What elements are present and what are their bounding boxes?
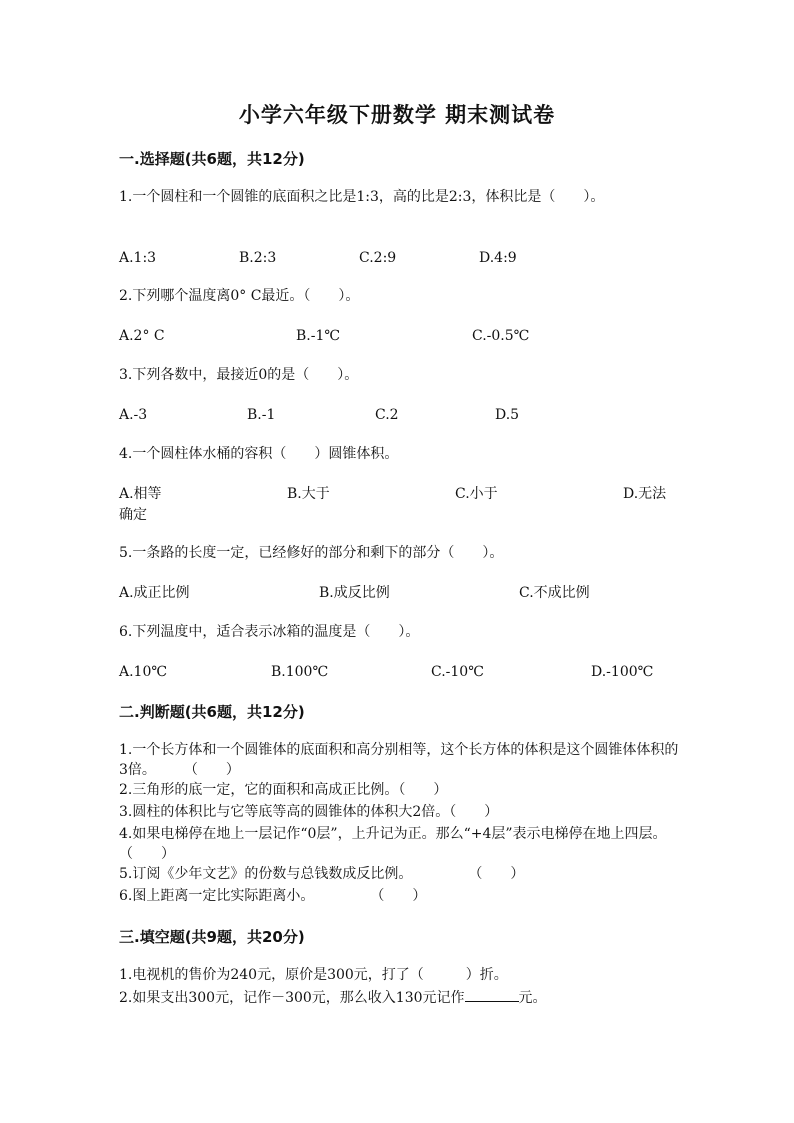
option-c: C.2:9 <box>359 250 397 266</box>
judgement-item-1: 1.一个长方体和一个圆锥体的底面积和高分别相等，这个长方体的体积是这个圆锥体体积的3倍。 （ ） <box>119 742 679 778</box>
option-b: B.2:3 <box>239 250 277 266</box>
question-1-3: 3.下列各数中，最接近0的是（ ）。 <box>119 367 359 383</box>
option-d: D.4:9 <box>479 250 517 266</box>
option-d: D.无法 <box>623 486 667 502</box>
question-1-5: 5.一条路的长度一定，已经修好的部分和剩下的部分（ ）。 <box>119 545 504 561</box>
option-b: B.大于 <box>287 486 330 502</box>
option-a: A.-3 <box>119 407 148 423</box>
answer-blank[interactable] <box>465 987 519 1002</box>
section-heading-fill-blank: 三.填空题(共9题，共20分) <box>119 928 305 946</box>
question-1-2: 2.下列哪个温度离0° C最近。（ ）。 <box>119 288 360 304</box>
option-c: C.-10℃ <box>431 664 484 680</box>
option-c: C.小于 <box>455 486 498 502</box>
option-b: B.成反比例 <box>319 585 390 601</box>
option-a: A.1:3 <box>119 250 157 266</box>
fill-item-2-prefix: 2.如果支出300元，记作－300元，那么收入130元记作 <box>119 990 465 1006</box>
option-a: A.相等 <box>119 486 162 502</box>
judgement-item-6: 6.图上距离一定比实际距离小。 （ ） <box>119 888 427 904</box>
option-d: D.5 <box>495 407 520 423</box>
section-heading-choice: 一.选择题(共6题，共12分) <box>119 150 305 168</box>
question-1-1: 1.一个圆柱和一个圆锥的底面积之比是1:3，高的比是2:3，体积比是（ ）。 <box>119 189 605 205</box>
page-title: 小学六年级下册数学 期末测试卷 <box>238 103 556 127</box>
question-1-4: 4.一个圆柱体水桶的容积（ ）圆锥体积。 <box>119 446 399 462</box>
question-1-6: 6.下列温度中，适合表示冰箱的温度是（ ）。 <box>119 624 420 640</box>
option-c: C.-0.5℃ <box>472 328 530 344</box>
option-c: C.不成比例 <box>519 585 590 601</box>
option-d: D.-100℃ <box>591 664 654 680</box>
fill-item-2 <box>119 987 679 1008</box>
option-a: A.2° C <box>119 328 165 344</box>
option-c: C.2 <box>375 407 399 423</box>
option-a: A.成正比例 <box>119 585 190 601</box>
judgement-item-5: 5.订阅《少年文艺》的份数与总钱数成反比例。 （ ） <box>119 866 525 882</box>
option-b: B.100℃ <box>271 664 329 680</box>
section-heading-judgement: 二.判断题(共6题，共12分) <box>119 703 305 721</box>
option-a: A.10℃ <box>119 664 168 680</box>
judgement-item-2: 2.三角形的底一定，它的面积和高成正比例。（ ） <box>119 782 448 798</box>
fill-item-1: 1.电视机的售价为240元，原价是300元，打了（ ）折。 <box>119 967 508 983</box>
option-b: B.-1℃ <box>296 328 341 344</box>
option-b: B.-1 <box>247 407 276 423</box>
fill-item-2-suffix: 元。 <box>518 990 547 1006</box>
judgement-item-3: 3.圆柱的体积比与它等底等高的圆锥体的体积大2倍。（ ） <box>119 804 499 820</box>
option-d-continuation: 确定 <box>119 507 147 523</box>
judgement-item-4: 4.如果电梯停在地上一层记作“0层”，上升记为正。那么“+4层”表示电梯停在地上四层。 （ ） <box>119 826 688 862</box>
